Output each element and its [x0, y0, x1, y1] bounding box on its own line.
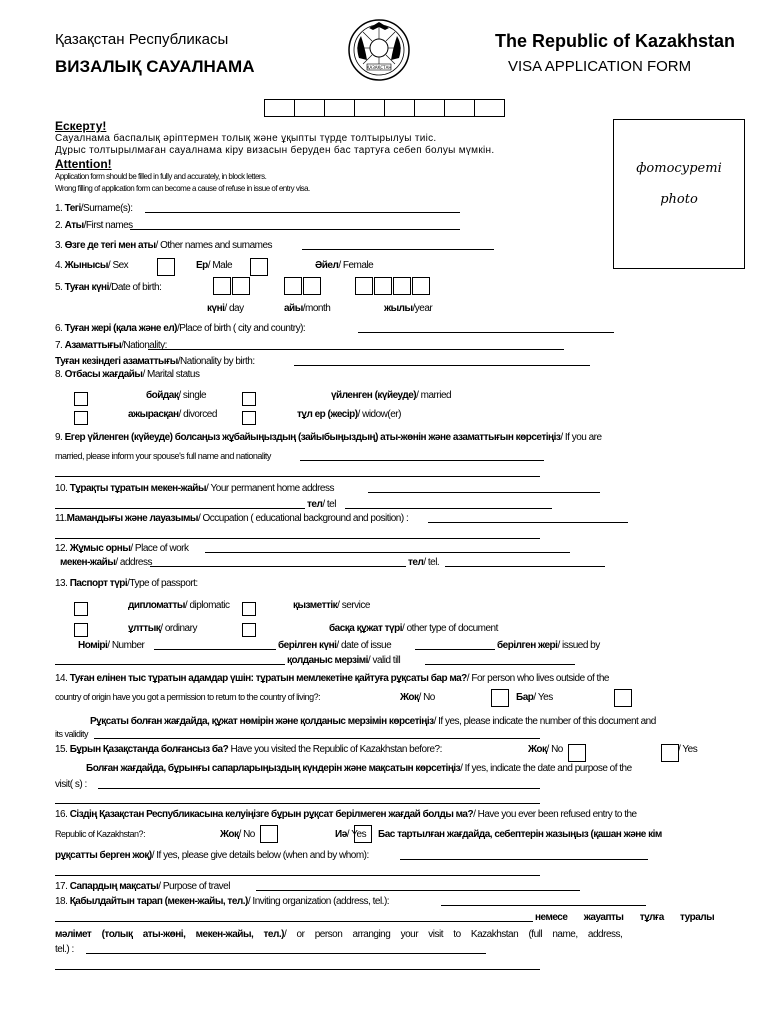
field-firstname-label: 2. Аты/First names	[55, 220, 133, 231]
dob-year-box-4[interactable]	[412, 277, 430, 295]
passport-valid-label: қолданыс мерзімі/ valid till	[287, 655, 401, 666]
field-occupation-input-2[interactable]	[55, 538, 540, 539]
field-work-tel-input[interactable]	[445, 566, 605, 567]
field-address-input-2[interactable]	[55, 508, 305, 509]
field-inviting-person-input[interactable]	[86, 953, 486, 954]
header-title-en: The Republic of Kazakhstan	[495, 31, 736, 51]
passport-ordinary-label: ұлттық/ ordinary	[128, 623, 197, 634]
photo-label-en: photo	[660, 192, 698, 207]
field-address-input[interactable]	[368, 492, 600, 493]
return-permit-no-checkbox[interactable]	[491, 689, 509, 707]
field-firstname-input[interactable]	[130, 229, 460, 230]
field-inviting-input[interactable]	[441, 905, 646, 906]
field-nationality-birth-input[interactable]	[294, 365, 590, 366]
refused-yes-checkbox[interactable]	[354, 825, 372, 843]
header-title-kz: Қазақстан Республикасы	[55, 31, 229, 48]
sex-male-label: Ер/ Male	[196, 260, 233, 271]
field-work-address-label: мекен-жайы/ address	[60, 557, 152, 568]
dob-month-label: айы/month	[284, 303, 331, 314]
notice-line-kz-1: Сауалнама баспалық әріптермен толық және ұқыпты түрде толтырылуы тиіс.	[55, 133, 437, 144]
passport-issue-date-input[interactable]	[415, 649, 495, 650]
passport-number-label: Номірі/ Number	[78, 640, 145, 651]
header-subtitle-en: VISA APPLICATION FORM	[508, 58, 692, 75]
field-work-tel-label: тел/ tel.	[408, 557, 440, 568]
return-permit-no-label: Жоқ/ No	[400, 692, 435, 703]
prev-visit-no-label: Жоқ/ No	[528, 744, 563, 755]
refused-no-checkbox[interactable]	[260, 825, 278, 843]
refused-no-label: Жоқ/ No	[220, 829, 255, 840]
dob-year-box-3[interactable]	[393, 277, 411, 295]
field-nationality-label: 7. Азаматтығы/Nationality:	[55, 340, 167, 351]
field-inviting-label: 18. Қабылдайтын тарап (мекен-жайы, тел.)/ Inviting organization (address, tel.):	[55, 896, 390, 907]
passport-other-checkbox[interactable]	[242, 623, 256, 637]
marital-single-checkbox[interactable]	[74, 392, 88, 406]
passport-service-label: қызметтік/ service	[293, 600, 370, 611]
dob-day-box-1[interactable]	[213, 277, 231, 295]
field-address-tel-input[interactable]	[345, 508, 552, 509]
field-passport-label: 13. Паспорт түрі/Type of passport:	[55, 578, 198, 589]
dob-year-box-1[interactable]	[355, 277, 373, 295]
state-emblem-icon	[347, 18, 411, 82]
passport-valid-input[interactable]	[425, 664, 575, 665]
dob-month-box-1[interactable]	[284, 277, 302, 295]
photo-box[interactable]	[613, 119, 745, 269]
refused-reason-label: рұқсатты берген жоқ)/ If yes, please give details below (when and by whom):	[55, 850, 369, 861]
prev-visit-details-label-en: visit( s) :	[55, 779, 87, 790]
return-permit-doc-input[interactable]	[94, 738, 540, 739]
field-spouse-input-1[interactable]	[300, 460, 544, 461]
notice-line-kz-2: Дұрыс толтырылмаған сауалнама кіру визасын беруден бас тартуға себеп болуы мүмкін.	[55, 145, 495, 156]
sex-female-label: Әйел/ Female	[315, 260, 374, 271]
photo-label-kz: фотосуреті	[636, 161, 722, 176]
field-spouse-input-2[interactable]	[55, 476, 540, 477]
header-subtitle-kz: ВИЗАЛЫҚ САУАЛНАМА	[55, 57, 255, 76]
field-inviting-person-input-2[interactable]	[55, 969, 540, 970]
notice-line-en-1: Application form should be filled in fully and accurately, in block letters.	[55, 172, 267, 181]
field-sex-label: 4. Жынысы/ Sex	[55, 260, 129, 271]
passport-issued-by-input[interactable]	[55, 664, 285, 665]
refused-yes-label: Иә/ Yes	[335, 829, 367, 840]
field-return-permit-label: 14. Туған елінен тыс тұратын адамдар үшін: тұратын мемлекетіне қайтуға рұқсаты бар ма?/ For person who lives outside of the	[55, 673, 609, 684]
svg-text:ҚАЗАҚСТАН: ҚАЗАҚСТАН	[366, 65, 392, 70]
field-address-label: 10. Тұрақты тұратын мекен-жайы/ Your permanent home address	[55, 483, 334, 494]
prev-visit-details-input-2[interactable]	[55, 803, 540, 804]
marital-married-checkbox[interactable]	[242, 392, 256, 406]
return-permit-validity-label: its validity	[55, 729, 89, 739]
field-inviting-person-label: мәлімет (толық аты-жөні, мекен-жайы, тел.)/ or person arranging your visit to Kazakhstan (full name, address,	[55, 929, 623, 940]
field-inviting-person-label-kz: немесе жауапты тұлға туралы	[535, 912, 715, 923]
refused-reason-input-2[interactable]	[55, 875, 540, 876]
passport-issue-date-label: берілген күні/ date of issue	[278, 640, 392, 651]
field-inviting-tel-label: tel.) :	[55, 944, 74, 955]
field-inviting-input-2[interactable]	[55, 921, 533, 922]
passport-ordinary-checkbox[interactable]	[74, 623, 88, 637]
field-surname-label: 1. Тегі/Surname(s):	[55, 203, 133, 214]
dob-day-label: күні/ day	[207, 303, 244, 314]
dob-year-box-2[interactable]	[374, 277, 392, 295]
passport-service-checkbox[interactable]	[242, 602, 256, 616]
field-work-address-input[interactable]	[150, 566, 406, 567]
field-dob-label: 5. Туған күні/Date of birth:	[55, 282, 162, 293]
field-nationality-input[interactable]	[148, 349, 564, 350]
notice-title-en: Attention!	[55, 157, 112, 171]
field-prev-visit-label: 15. Бұрын Қазақстанда болғансыз ба? Have you visited the Republic of Kazakhstan before?:	[55, 744, 442, 755]
passport-other-label: басқа құжат түрі/ other type of document	[329, 623, 498, 634]
field-marital-label: 8. Отбасы жағдайы/ Marital status	[55, 369, 200, 380]
field-surname-input[interactable]	[145, 212, 460, 213]
refused-reason-label-kz: Бас тартылған жағдайда, себептерін жазыңыз (қашан және кім	[378, 829, 662, 840]
return-permit-yes-checkbox[interactable]	[614, 689, 632, 707]
field-address-tel-label: тел/ tel	[307, 499, 336, 510]
marital-widow-checkbox[interactable]	[242, 411, 256, 425]
refused-reason-input[interactable]	[400, 859, 648, 860]
office-use-number-boxes	[264, 99, 505, 117]
field-othernames-label: 3. Өзге де тегі мен аты/ Other names and surnames	[55, 240, 273, 251]
field-birthplace-label: 6. Туған жері (қала және ел)/Place of birth ( city and country):	[55, 323, 306, 334]
return-permit-yes-label: Бар/ Yes	[516, 692, 553, 703]
prev-visit-no-checkbox[interactable]	[568, 744, 586, 762]
passport-diplomatic-label: дипломатты/ diplomatic	[128, 600, 230, 611]
field-refused-label-en: Republic of Kazakhstan?:	[55, 829, 146, 839]
marital-divorced-checkbox[interactable]	[74, 411, 88, 425]
field-occupation-input[interactable]	[428, 522, 628, 523]
field-spouse-label: 9. Егер үйленген (күйеуде) болсаңыз жұбайыңыздың (зайыбыңыздың) аты-жөнін және азаматтығын көрсетіңіз/ If you are	[55, 432, 602, 443]
prev-visit-details-label: Болған жағдайда, бұрынғы сапарларыңыздың күндерін және мақсатын көрсетіңіз/ If yes, indicate the date and purpose of the	[86, 763, 632, 774]
prev-visit-yes-label: / Yes	[678, 744, 698, 755]
marital-married-label: үйленген (күйеуде)/ married	[331, 390, 452, 401]
field-spouse-label-en: married, please inform your spouse's full name and nationality	[55, 451, 271, 461]
field-refused-label: 16. Сіздің Қазақстан Республикасына келуіңізге бұрын рұқсат берілмеген жағдай болды ма?/ Have you ever been refused entry to the	[55, 809, 637, 820]
field-nationality-birth-label: Туған кезіндегі азаматтығы/Nationality by birth:	[55, 356, 255, 367]
field-birthplace-input[interactable]	[358, 332, 614, 333]
field-occupation-label: 11.Мамандығы және лауазымы/ Occupation ( educational background and position) :	[55, 513, 409, 524]
field-work-label: 12. Жұмыс орны/ Place of work	[55, 543, 189, 554]
passport-diplomatic-checkbox[interactable]	[74, 602, 88, 616]
notice-line-en-2: Wrong filling of application form can become a cause of refuse in issue of entry visa.	[55, 184, 310, 193]
dob-month-box-2[interactable]	[303, 277, 321, 295]
passport-issued-by-label: берілген жері/ issued by	[497, 640, 600, 651]
notice-title-kz: Ескерту!	[55, 119, 107, 133]
field-othernames-input[interactable]	[302, 249, 494, 250]
return-permit-doc-label: Рұқсаты болған жағдайда, құжат нөмірін және қолданыс мерзімін көрсетіңіз/ If yes, please indicate the number of this document and	[90, 716, 656, 727]
field-purpose-input[interactable]	[256, 890, 580, 891]
field-purpose-label: 17. Сапардың мақсаты/ Purpose of travel	[55, 881, 230, 892]
dob-year-label: жылы/year	[384, 303, 433, 314]
sex-male-checkbox[interactable]	[250, 258, 268, 276]
passport-number-input[interactable]	[154, 649, 276, 650]
dob-day-box-2[interactable]	[232, 277, 250, 295]
field-work-input[interactable]	[205, 552, 570, 553]
sex-checkbox-1[interactable]	[157, 258, 175, 276]
marital-divorced-label: ажырасқан/ divorced	[128, 409, 217, 420]
marital-widow-label: тұл ер (жесір)/ widow(er)	[297, 409, 401, 420]
prev-visit-yes-checkbox[interactable]	[661, 744, 679, 762]
marital-single-label: бойдақ/ single	[146, 390, 207, 401]
field-return-permit-label-en: country of origin have you got a permission to return to the country of living?:	[55, 692, 321, 702]
prev-visit-details-input[interactable]	[98, 788, 540, 789]
